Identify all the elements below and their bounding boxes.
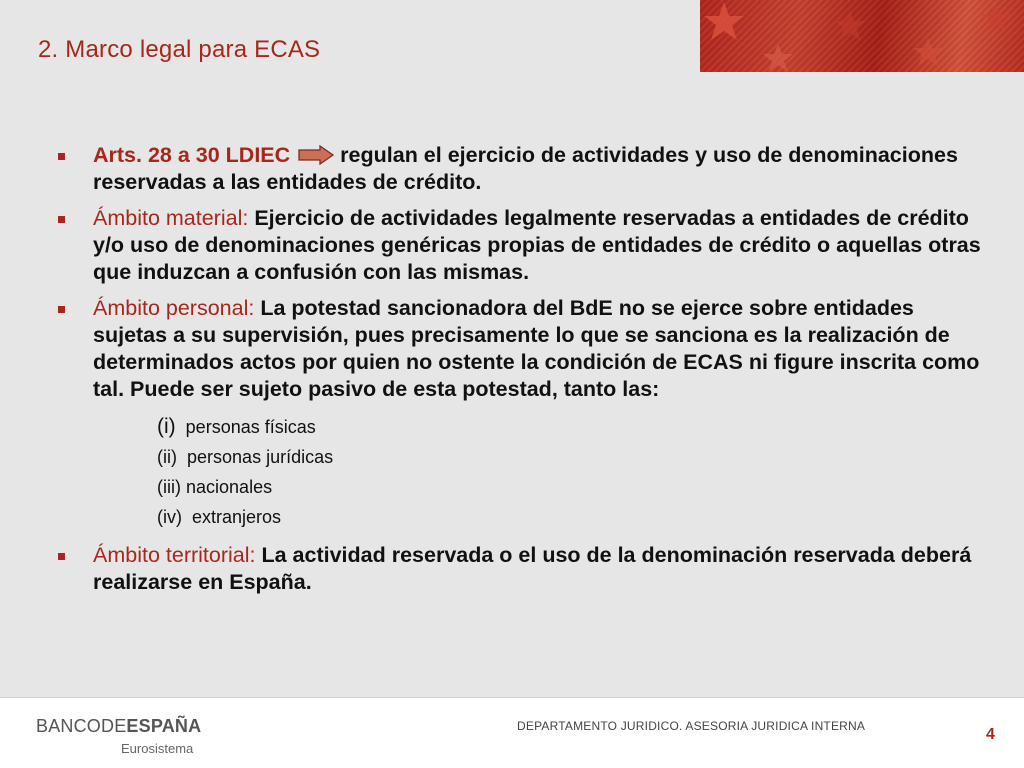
subitem-number: (iv) xyxy=(157,507,182,527)
star-pattern-icon xyxy=(700,0,1024,72)
department-label: DEPARTAMENTO JURIDICO. ASESORIA JURIDICA INTERNA xyxy=(517,719,866,733)
square-bullet-icon xyxy=(58,153,65,160)
subitem xyxy=(56,412,986,442)
item-lead: Ámbito territorial: xyxy=(93,543,256,567)
subitem-text: personas físicas xyxy=(185,417,316,437)
list-item-ambito-territorial xyxy=(56,542,986,596)
item-text: La potestad sancionadora del BdE no se ejerce sobre entidades sujetas a su supervisión, pues precisamente lo que se sanciona es la realización de determinados actos por quien no ostente la condición de ECAS ni figure inscrita como tal. Puede ser sujeto pasivo de esta potestad, tanto las: xyxy=(93,296,980,401)
item-lead: Ámbito personal: xyxy=(93,296,255,320)
subitem xyxy=(56,472,986,502)
item-text: La actividad reservada o el uso de la denominación reservada deberá realizarse en España. xyxy=(93,543,972,594)
banco-de-espana-logo: BANCODEESPAÑA xyxy=(36,716,202,736)
item-lead: Ámbito material: xyxy=(93,206,249,230)
footer-divider xyxy=(0,697,1024,698)
item-lead: Arts. 28 a 30 LDIEC xyxy=(93,143,291,167)
list-item-ambito-personal xyxy=(56,295,986,403)
arrow-right-icon xyxy=(298,145,334,165)
subitem-number: (i) xyxy=(157,415,176,438)
corner-decorative-image xyxy=(700,0,1024,72)
logo-subtitle: Eurosistema xyxy=(121,741,194,756)
subitem-number: (iii) xyxy=(157,477,181,497)
list-item-arts xyxy=(56,142,986,196)
content-list xyxy=(56,142,986,605)
subitem-number: (ii) xyxy=(157,447,177,467)
subitem-text: nacionales xyxy=(186,477,273,497)
subitem xyxy=(56,442,986,472)
square-bullet-icon xyxy=(58,553,65,560)
square-bullet-icon xyxy=(58,216,65,223)
page-number: 4 xyxy=(986,726,995,743)
subitem-list xyxy=(56,412,986,532)
subitem xyxy=(56,502,986,532)
square-bullet-icon xyxy=(58,306,65,313)
subitem-text: personas jurídicas xyxy=(187,447,334,467)
slide-title: 2. Marco legal para ECAS xyxy=(38,36,321,63)
subitem-text: extranjeros xyxy=(192,507,282,527)
item-text: regulan el ejercicio de actividades y uso de denominaciones reservadas a las entidades de crédito. xyxy=(93,143,958,194)
list-item-ambito-material xyxy=(56,205,986,286)
item-text: Ejercicio de actividades legalmente reservadas a entidades de crédito y/o uso de denominaciones genéricas propias de entidades de crédito o aquellas otras que induzcan a confusión con las mismas. xyxy=(93,206,981,284)
